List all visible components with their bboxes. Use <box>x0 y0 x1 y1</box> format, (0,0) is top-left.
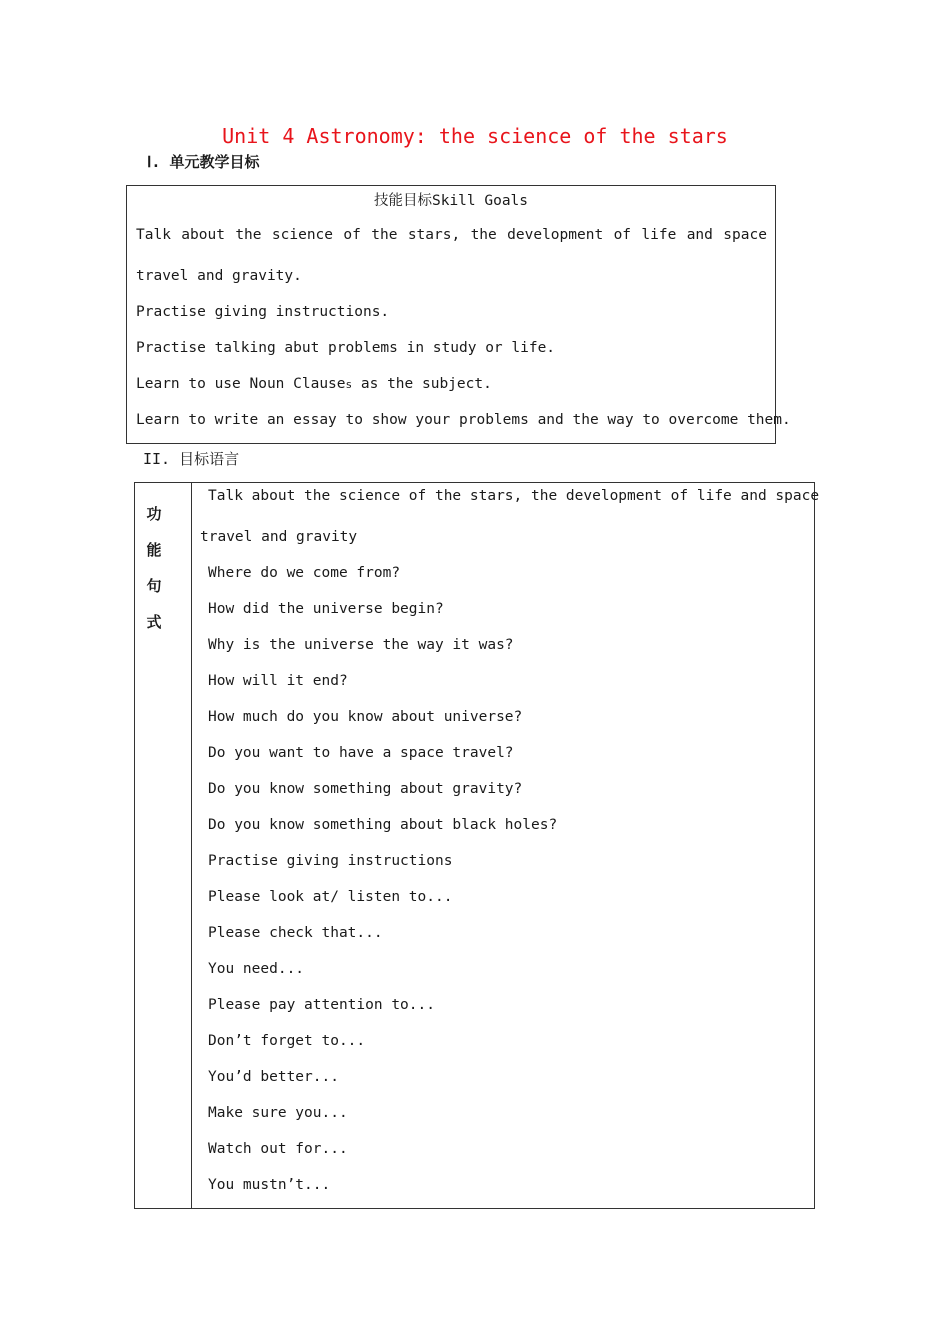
target-line-3: Where do we come from? <box>208 565 401 581</box>
goal-line-1-word: life <box>641 227 677 243</box>
target-line-5: Why is the universe the way it was? <box>208 637 514 653</box>
target-line-13: Please check that... <box>208 925 383 941</box>
document-title: Unit 4 Astronomy: the science of the stars <box>222 124 728 148</box>
target-line-18: Make sure you... <box>208 1105 348 1121</box>
target-line-14: You need... <box>208 961 305 977</box>
goal-line-5-part-a: Learn to use Noun Clause <box>136 376 346 392</box>
goal-line-6: Learn to write an essay to show your problems and the way to overcome them. <box>136 412 791 428</box>
goal-line-5-subscript: s <box>345 378 353 391</box>
goal-line-1-word: and <box>686 227 713 243</box>
section1-heading: Ⅰ. 单元教学目标 <box>147 153 260 171</box>
goal-line-5 <box>136 376 492 392</box>
goal-line-1-word: the <box>470 227 497 243</box>
target-line-8: Do you want to have a space travel? <box>208 745 514 761</box>
goal-line-1 <box>136 227 767 243</box>
target-language-table <box>134 482 820 1209</box>
target-line-19: Watch out for... <box>208 1141 348 1157</box>
goal-line-3: Practise giving instructions. <box>136 304 390 320</box>
target-line-9: Do you know something about gravity? <box>208 781 523 797</box>
target-line-17: You’d better... <box>208 1069 339 1085</box>
target-line-15: Please pay attention to... <box>208 997 435 1013</box>
section2-heading: II. 目标语言 <box>143 450 240 468</box>
label-char-1: 功 <box>146 505 162 523</box>
goal-line-1-word: development <box>507 227 604 243</box>
goal-line-1-word: the <box>235 227 262 243</box>
target-line-12: Please look at/ listen to... <box>208 889 453 905</box>
goal-line-1-word: about <box>181 227 225 243</box>
goal-line-1-word: of <box>343 227 361 243</box>
skill-goals-heading: 技能目标Skill Goals <box>373 193 529 209</box>
goal-line-5-part-b: as the subject. <box>360 376 492 392</box>
label-char-3: 句 <box>146 577 162 595</box>
table-divider <box>191 483 192 1208</box>
goal-line-1-word: Talk <box>136 227 171 243</box>
goal-line-4: Practise talking abut problems in study or life. <box>136 340 556 356</box>
target-line-7: How much do you know about universe? <box>208 709 523 725</box>
goal-line-1-word: space <box>723 227 767 243</box>
goal-line-1-word: stars, <box>407 227 461 243</box>
target-line-1: Talk about the science of the stars, the development of life and space <box>208 488 820 504</box>
label-char-4: 式 <box>146 613 162 631</box>
goal-line-1-word: of <box>613 227 632 243</box>
target-line-2: travel and gravity <box>200 529 358 545</box>
target-line-10: Do you know something about black holes? <box>208 817 558 833</box>
target-line-11: Practise giving instructions <box>208 853 453 869</box>
goal-line-1-word: the <box>371 227 398 243</box>
label-char-2: 能 <box>146 541 162 559</box>
target-line-6: How will it end? <box>208 673 348 689</box>
target-line-20: You mustn’t... <box>208 1177 331 1193</box>
target-line-4: How did the universe begin? <box>208 601 444 617</box>
skill-goals-box <box>126 185 791 444</box>
goal-line-1-word: science <box>271 227 334 243</box>
goal-line-2: travel and gravity. <box>136 268 302 284</box>
target-line-16: Don’t forget to... <box>208 1033 366 1049</box>
